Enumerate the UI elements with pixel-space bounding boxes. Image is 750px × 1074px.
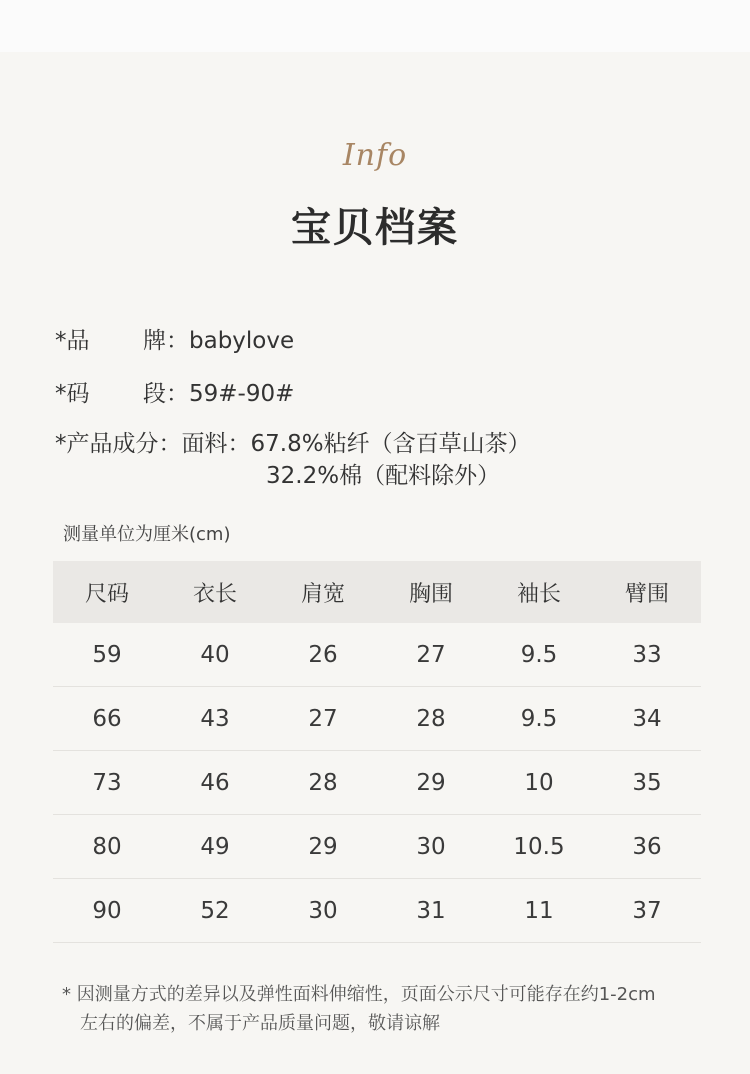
- table-cell: 9.5: [485, 687, 593, 751]
- composition-line2: 32.2%棉（配料除外）: [266, 463, 501, 489]
- table-row: [53, 623, 701, 687]
- table-cell: 29: [269, 815, 377, 879]
- table-cell: 9.5: [485, 623, 593, 687]
- table-cell: 43: [161, 687, 269, 751]
- table-cell: 10.5: [485, 815, 593, 879]
- table-cell: 11: [485, 879, 593, 943]
- spec-size-range: [55, 375, 294, 408]
- table-cell: 35: [593, 751, 701, 815]
- table-cell: 80: [53, 815, 161, 879]
- table-cell: 37: [593, 879, 701, 943]
- table-cell: 73: [53, 751, 161, 815]
- table-row: [53, 751, 701, 815]
- top-band: [0, 0, 750, 52]
- spec-brand: [55, 322, 294, 355]
- table-cell: 30: [377, 815, 485, 879]
- script-title: Info: [342, 138, 408, 173]
- header-cell-sleeve: 袖长: [485, 561, 593, 623]
- table-cell: 26: [269, 623, 377, 687]
- table-row: [53, 815, 701, 879]
- size-range-label: *码: [55, 381, 90, 407]
- table-cell: 33: [593, 623, 701, 687]
- footnote-line1: * 因测量方式的差异以及弹性面料伸缩性，页面公示尺寸可能存在约1-2cm: [62, 984, 656, 1005]
- brand-label-suffix: 牌：: [143, 328, 189, 354]
- header-cell-size: 尺码: [53, 561, 161, 623]
- page-title: 宝贝档案: [291, 205, 459, 251]
- size-range-label-suffix: 段：: [143, 381, 189, 407]
- composition-line1: 面料：67.8%粘纤（含百草山茶）: [181, 431, 531, 457]
- header-cell-shoulder: 肩宽: [269, 561, 377, 623]
- header-cell-length: 衣长: [161, 561, 269, 623]
- table-cell: 90: [53, 879, 161, 943]
- table-cell: 30: [269, 879, 377, 943]
- table-cell: 66: [53, 687, 161, 751]
- size-range-value: 59#-90#: [189, 381, 295, 407]
- table-header-row: [53, 561, 701, 623]
- table-cell: 27: [377, 623, 485, 687]
- table-row: [53, 687, 701, 751]
- size-table: [53, 561, 701, 943]
- brand-value: babylove: [189, 328, 295, 354]
- table-row: [53, 879, 701, 943]
- header-cell-arm: 臂围: [593, 561, 701, 623]
- table-cell: 36: [593, 815, 701, 879]
- table-cell: 46: [161, 751, 269, 815]
- spec-composition: [55, 428, 531, 492]
- footnote: [62, 980, 722, 1038]
- header-cell-chest: 胸围: [377, 561, 485, 623]
- table-cell: 49: [161, 815, 269, 879]
- table-cell: 31: [377, 879, 485, 943]
- table-cell: 28: [269, 751, 377, 815]
- table-cell: 34: [593, 687, 701, 751]
- table-cell: 40: [161, 623, 269, 687]
- composition-label: *产品成分：: [55, 431, 182, 457]
- unit-note: 测量单位为厘米(cm): [63, 524, 231, 545]
- brand-label: *品: [55, 328, 90, 354]
- footnote-line2: 左右的偏差，不属于产品质量问题，敬请谅解: [80, 1013, 440, 1034]
- table-cell: 29: [377, 751, 485, 815]
- table-cell: 27: [269, 687, 377, 751]
- table-cell: 52: [161, 879, 269, 943]
- table-cell: 59: [53, 623, 161, 687]
- table-cell: 28: [377, 687, 485, 751]
- table-cell: 10: [485, 751, 593, 815]
